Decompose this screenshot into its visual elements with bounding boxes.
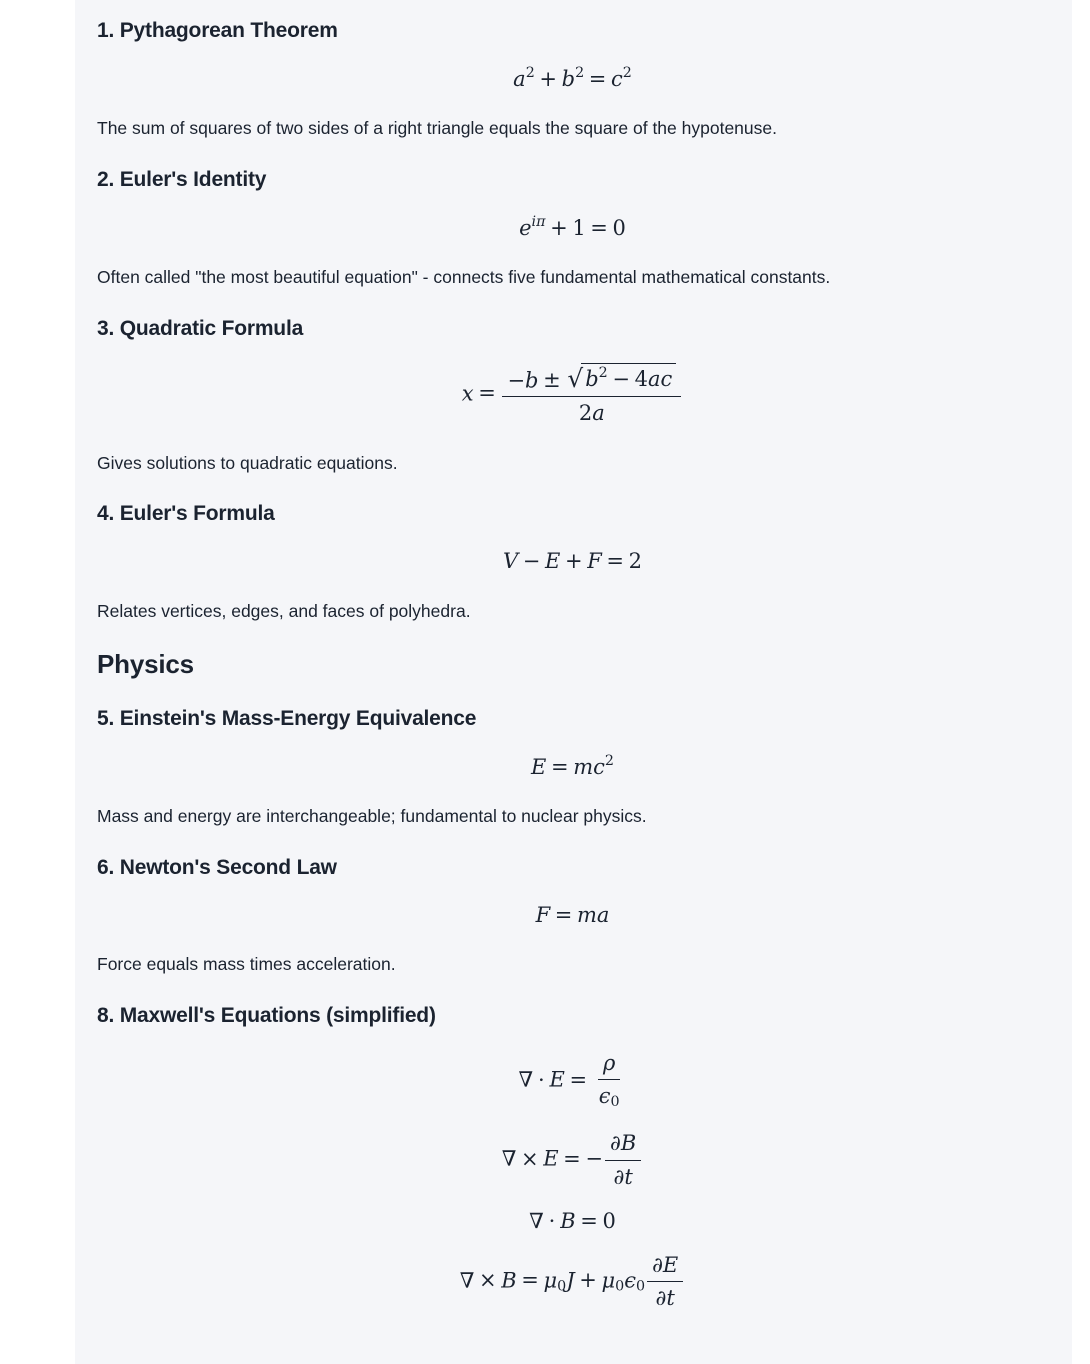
math-token: E [531, 755, 547, 780]
math-token: ma [576, 903, 610, 928]
math-token: F [535, 903, 551, 928]
quadratic-formula-description: Gives solutions to quadratic equations. [97, 452, 398, 473]
math-token: ∂B [609, 1131, 637, 1156]
math-token: = [554, 903, 573, 928]
fraction [594, 1050, 625, 1112]
equation-line [97, 1252, 1048, 1312]
math-token: ϵ [624, 1268, 636, 1293]
radical-icon: √ [567, 364, 584, 394]
radicand [581, 363, 676, 392]
subscript [615, 1278, 624, 1294]
math-token: 2 [578, 401, 593, 426]
equation-line [97, 214, 1048, 241]
eulers-formula-formula [97, 548, 1048, 574]
math-token: b [585, 366, 599, 391]
math-token: B [501, 1268, 517, 1293]
math-token: a [592, 401, 605, 426]
math-token: ⋅ [548, 1208, 556, 1233]
math-token: b [525, 368, 539, 393]
square-root [567, 363, 676, 392]
maxwells-equations-formula [97, 1050, 1048, 1311]
math-token: 1 [572, 215, 586, 240]
eulers-formula-description: Relates vertices, edges, and faces of polyhedra. [97, 600, 471, 621]
math-token: ∂E [652, 1253, 679, 1278]
math-token: 2 [525, 65, 535, 82]
math-token: × [520, 1146, 539, 1171]
eulers-identity-description: Often called "the most beautiful equation" - connects five fundamental mathematical constants. [97, 267, 831, 288]
equation-line [97, 1130, 1048, 1190]
math-token: ± [543, 368, 561, 393]
math-token: E [549, 1067, 565, 1092]
math-token: − [522, 549, 541, 574]
pythagorean-theorem-description: The sum of squares of two sides of a right triangle equals the square of the hypotenuse. [97, 118, 777, 139]
math-token: + [579, 1268, 597, 1293]
math-token: F [587, 549, 602, 574]
math-token: = [550, 755, 569, 780]
math-token: = [478, 381, 496, 406]
physics-section-heading: Physics [97, 649, 194, 679]
fraction [647, 1252, 683, 1312]
pythagorean-theorem-heading: 1. Pythagorean Theorem [97, 19, 338, 42]
math-token: 0 [610, 1094, 620, 1111]
eulers-identity-heading: 2. Euler's Identity [97, 167, 267, 191]
fraction-denominator [594, 1080, 625, 1112]
math-token: ∂t [655, 1286, 675, 1311]
math-token: = [521, 1268, 539, 1293]
math-token: E [545, 549, 561, 574]
math-token: J [566, 1268, 575, 1293]
maxwells-equations-heading: 8. Maxwell's Equations (simplified) [97, 1003, 436, 1027]
math-token: 4 [634, 366, 648, 391]
math-token: = [580, 1208, 598, 1233]
pythagorean-theorem-formula [97, 65, 1048, 92]
fraction-denominator [574, 397, 610, 426]
math-token: = [588, 67, 607, 92]
math-token: = [590, 215, 608, 240]
superscript [526, 65, 535, 81]
fraction-numerator [598, 1050, 620, 1080]
newtons-second-law-formula [97, 902, 1048, 928]
math-token: e [519, 215, 532, 240]
eulers-formula-heading: 4. Euler's Formula [97, 502, 275, 526]
equation-line [97, 902, 1048, 928]
math-token: ∇ [518, 1067, 534, 1092]
math-token: = [569, 1067, 588, 1092]
superscript [532, 214, 546, 230]
superscript [599, 365, 608, 381]
superscript [605, 753, 614, 769]
math-token: E [543, 1146, 559, 1171]
subscript [636, 1278, 645, 1294]
subscript [557, 1278, 566, 1294]
math-token: 0 [615, 1278, 625, 1295]
fraction [502, 363, 681, 427]
math-token: 2 [604, 753, 614, 770]
mass-energy-description: Mass and energy are interchangeable; fundamental to nuclear physics. [97, 806, 647, 827]
math-token: ∇ [529, 1208, 544, 1233]
quadratic-formula-formula [97, 363, 1048, 427]
math-token: 2 [622, 65, 632, 82]
equation-line [97, 1208, 1048, 1234]
math-token: x [461, 381, 474, 406]
fraction [605, 1130, 641, 1190]
math-token: 0 [602, 1208, 616, 1233]
equation-line [97, 1050, 1048, 1112]
math-token: − [585, 1146, 603, 1171]
math-token: ρ [602, 1051, 616, 1076]
equation-line [97, 65, 1048, 92]
math-token: a [513, 67, 526, 92]
equation-line [97, 363, 1048, 427]
math-token: ⋅ [537, 1067, 545, 1092]
math-token: V [503, 549, 519, 574]
math-token: b [561, 67, 576, 92]
math-token: c [610, 67, 623, 92]
math-token: ∇ [501, 1146, 517, 1171]
fraction-denominator [608, 1161, 637, 1190]
math-token: = [563, 1146, 581, 1171]
math-token: 2 [598, 364, 608, 381]
math-token: μ [543, 1268, 558, 1293]
math-token: ϵ [598, 1084, 611, 1109]
math-token: μ [601, 1268, 616, 1293]
fraction-numerator [502, 363, 681, 398]
math-token: 2 [628, 549, 642, 574]
document-content [75, 0, 1072, 1364]
fraction-numerator [647, 1252, 683, 1282]
math-token: 0 [635, 1278, 646, 1295]
fraction-numerator [605, 1130, 641, 1160]
math-token: × [479, 1268, 497, 1293]
math-token: mc [573, 755, 605, 780]
math-token: − [612, 366, 630, 391]
math-token: B [560, 1208, 576, 1233]
math-token: 0 [612, 215, 626, 240]
math-token: ac [647, 366, 673, 391]
math-token: 0 [557, 1278, 567, 1295]
math-token: + [564, 549, 583, 574]
math-token: + [539, 67, 557, 92]
math-token: iπ [531, 213, 546, 230]
superscript [575, 65, 584, 81]
subscript [610, 1094, 619, 1110]
math-token: − [507, 368, 526, 393]
superscript [623, 65, 632, 81]
equation-line [97, 548, 1048, 574]
math-token: + [550, 215, 568, 240]
math-token: 2 [575, 65, 585, 82]
mass-energy-formula [97, 753, 1048, 780]
mass-energy-heading: 5. Einstein's Mass-Energy Equivalence [97, 707, 477, 731]
fraction-denominator [651, 1282, 680, 1311]
math-token: ∇ [459, 1268, 475, 1293]
newtons-second-law-description: Force equals mass times acceleration. [97, 954, 396, 975]
math-token: = [606, 549, 624, 574]
quadratic-formula-heading: 3. Quadratic Formula [97, 316, 304, 340]
newtons-second-law-heading: 6. Newton's Second Law [97, 855, 337, 879]
math-token: ∂t [613, 1164, 633, 1189]
equation-line [97, 753, 1048, 780]
eulers-identity-formula [97, 214, 1048, 241]
